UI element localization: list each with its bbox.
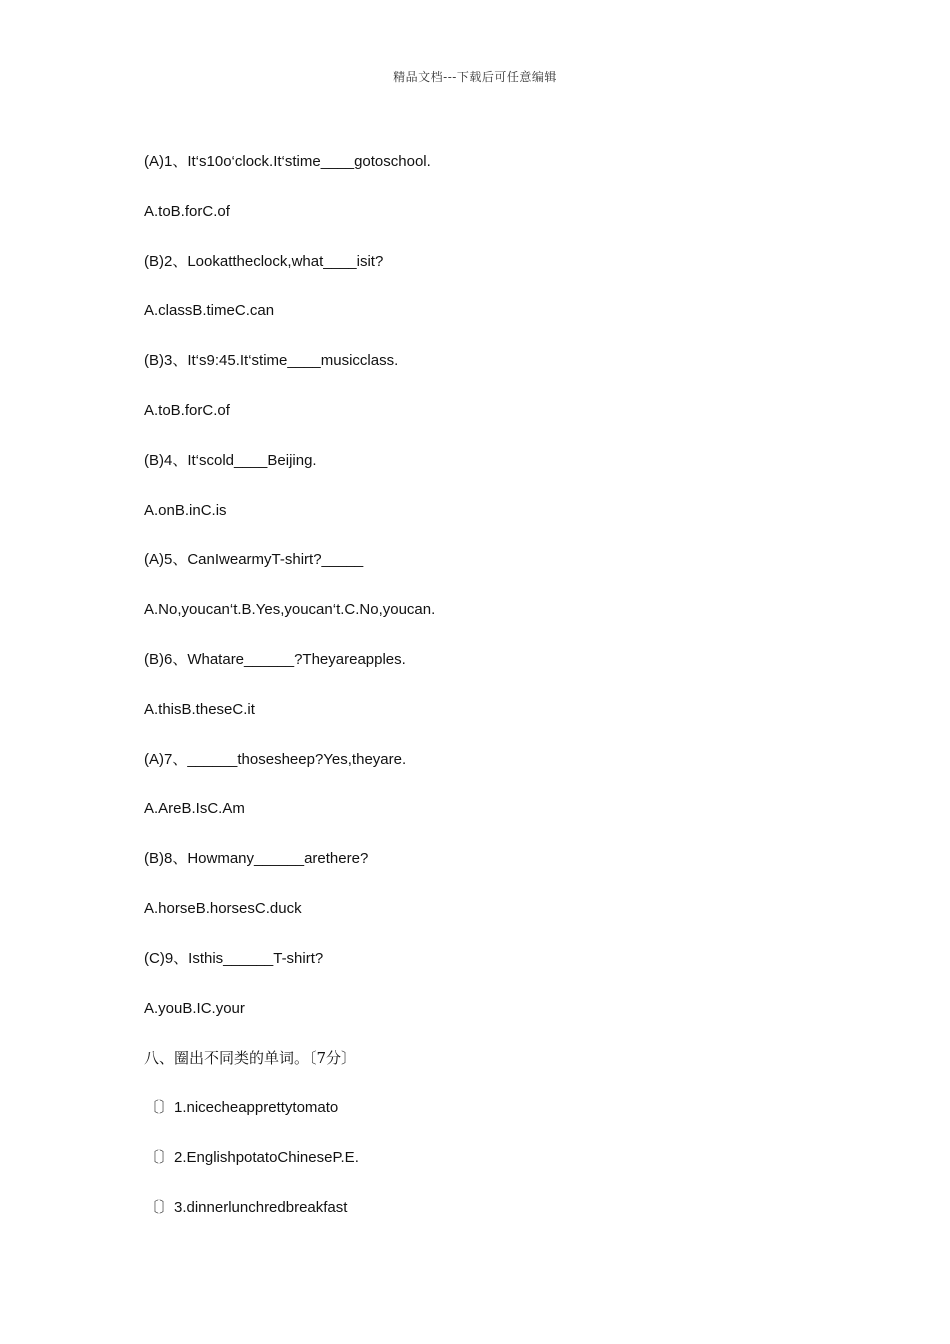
question-4-options: A.onB.inC.is (144, 501, 227, 519)
section-8-item-2: 〔〕2.EnglishpotatoChineseP.E. (144, 1148, 359, 1166)
question-8: (B)8、Howmany______arethere? (144, 850, 369, 868)
question-2-options: A.classB.timeC.can (144, 302, 275, 320)
question-2: (B)2、Lookattheclock,what____isit? (144, 252, 384, 270)
question-3-options: A.toB.forC.of (144, 401, 230, 419)
question-5: (A)5、CanIwearmyT-shirt?_____ (144, 551, 364, 569)
question-9: (C)9、Isthis______T-shirt? (144, 949, 324, 967)
section-8-item-3: 〔〕3.dinnerlunchredbreakfast (144, 1198, 348, 1216)
question-7-options: A.AreB.IsC.Am (144, 800, 245, 818)
question-6: (B)6、Whatare______?Theyareapples. (144, 650, 406, 668)
page-header: 精品文档---下载后可任意编辑 (393, 70, 557, 84)
question-1-options: A.toB.forC.of (144, 202, 230, 220)
document-body (144, 152, 844, 1248)
question-6-options: A.thisB.theseC.it (144, 700, 255, 718)
question-1: (A)1、It‘s10o‘clock.It‘stime____gotoschool. (144, 153, 431, 170)
question-9-options: A.youB.IC.your (144, 999, 245, 1017)
question-7: (A)7、______thosesheep?Yes,theyare. (144, 750, 407, 768)
section-8-item-1: 〔〕1.nicecheapprettytomato (144, 1099, 339, 1117)
question-3: (B)3、It‘s9:45.It‘stime____musicclass. (144, 352, 399, 370)
question-8-options: A.horseB.horsesC.duck (144, 899, 302, 917)
question-5-options: A.No,youcan‘t.B.Yes,youcan‘t.C.No,youcan. (144, 601, 436, 619)
section-8-title: 八、圈出不同类的单词。〔7分〕 (144, 1049, 357, 1068)
question-4: (B)4、It‘scold____Beijing. (144, 451, 317, 469)
